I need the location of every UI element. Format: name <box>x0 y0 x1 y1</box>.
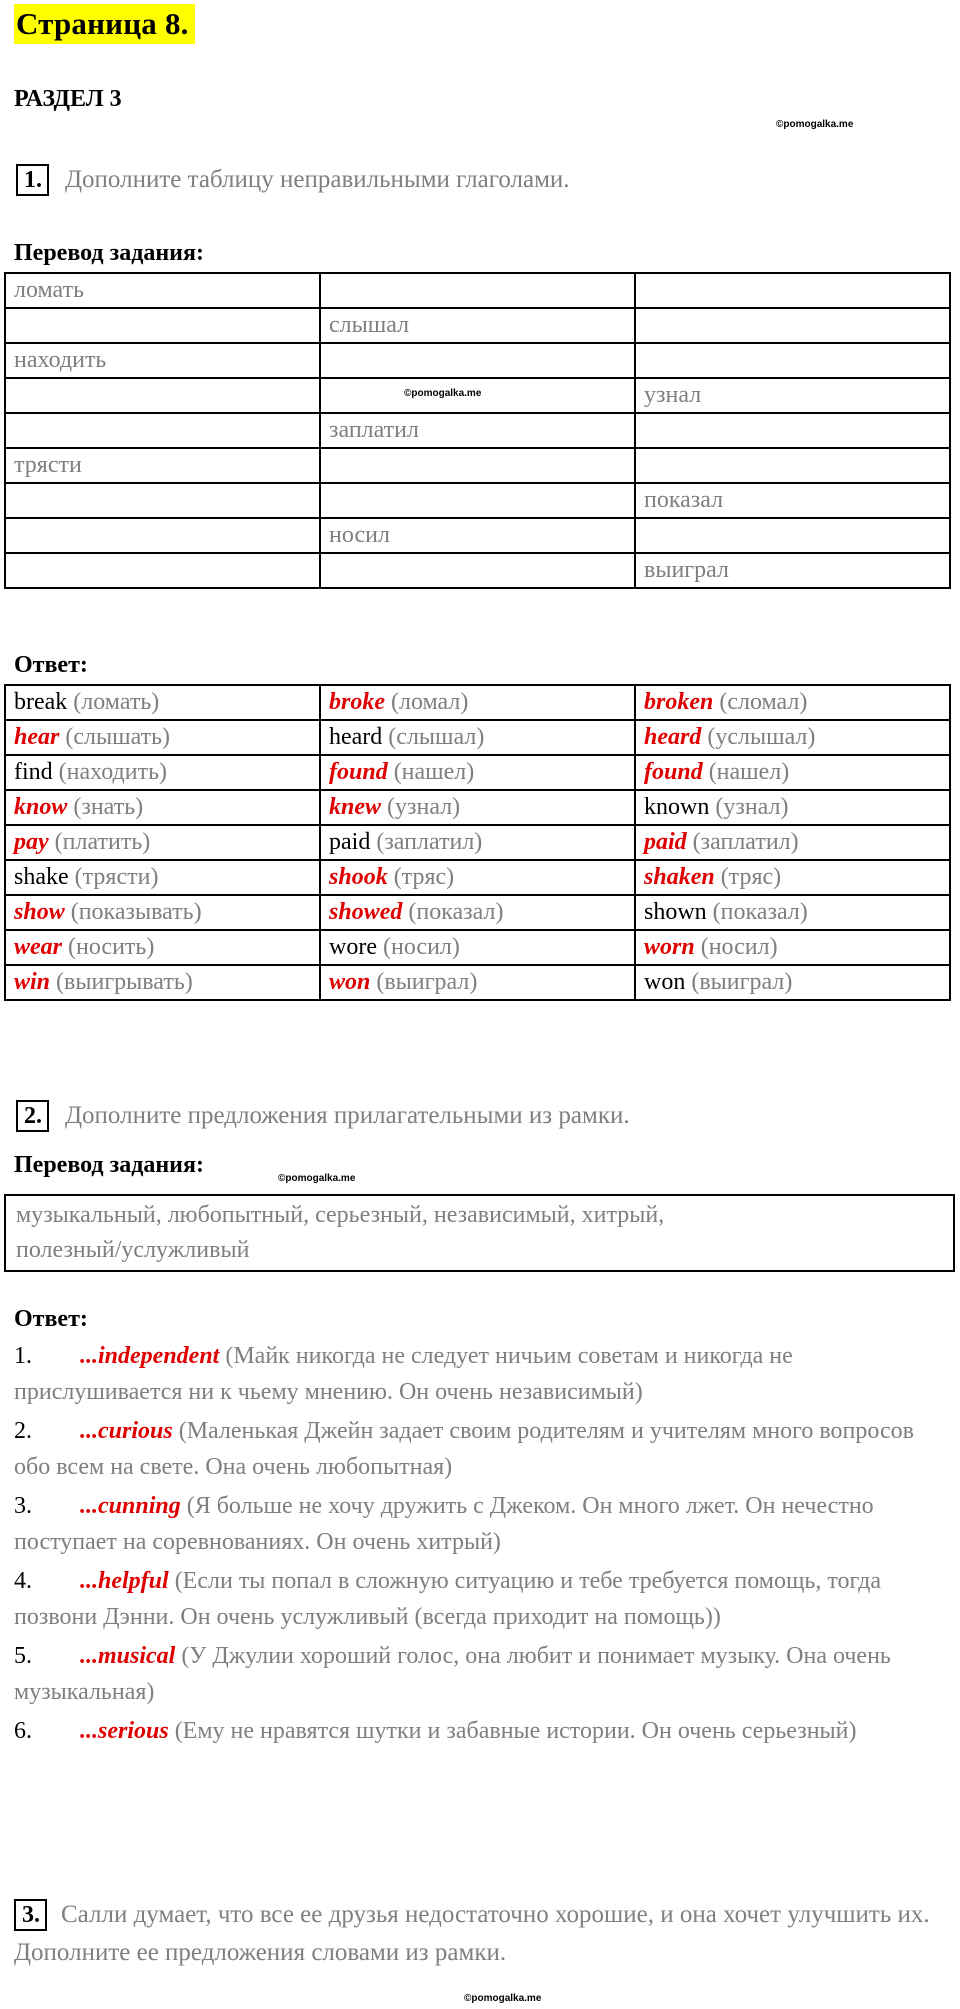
section-title: РАЗДЕЛ 3 <box>14 86 122 112</box>
answer-word: ...independent <box>80 1343 220 1369</box>
verb-form: show <box>14 899 65 925</box>
answer-row <box>5 860 950 895</box>
answer-cell <box>635 965 950 1000</box>
translation-row <box>5 518 950 553</box>
verb-translation: (сломал) <box>713 689 808 715</box>
translation-cell: находить <box>5 343 320 378</box>
translation-cell <box>635 273 950 308</box>
verb-form: paid <box>644 829 687 855</box>
verb-translation: (трясти) <box>68 864 159 890</box>
answer-row <box>5 790 950 825</box>
answer-cell <box>320 860 635 895</box>
watermark: ©pomogalka.me <box>464 1993 542 2004</box>
verb-form: showed <box>329 899 403 925</box>
verb-translation: (услышал) <box>701 724 816 750</box>
verb-form: won <box>644 969 686 995</box>
translation-cell: узнал <box>635 378 950 413</box>
answer-cell <box>5 825 320 860</box>
translation-cell: трясти <box>5 448 320 483</box>
answer-translation: (У Джулии хороший голос, она любит и понимает музыку. Она очень музыкальная) <box>14 1643 891 1705</box>
answer-number: 2. <box>14 1418 32 1444</box>
translation-cell <box>320 343 635 378</box>
answer-item <box>14 1338 914 1410</box>
adjectives-line-1: музыкальный, любопытный, серьезный, независимый, хитрый, <box>16 1202 665 1228</box>
translation-cell <box>635 448 950 483</box>
answer-number: 3. <box>14 1493 32 1519</box>
answer-cell <box>5 790 320 825</box>
watermark: ©pomogalka.me <box>404 388 482 399</box>
verb-translation: (узнал) <box>381 794 461 820</box>
answer-cell <box>320 720 635 755</box>
watermark: ©pomogalka.me <box>776 119 854 130</box>
translation-row <box>5 448 950 483</box>
page-title: Страница 8. <box>14 4 195 44</box>
translation-table <box>4 272 951 589</box>
verb-form: find <box>14 759 53 785</box>
verb-translation: (находить) <box>52 759 168 785</box>
answer-cell <box>320 790 635 825</box>
verb-translation: (ломал) <box>385 689 469 715</box>
verb-translation: (узнал) <box>709 794 789 820</box>
watermark: ©pomogalka.me <box>278 1173 356 1184</box>
task1-answer-heading: Ответ: <box>14 652 88 678</box>
verb-form: hear <box>14 724 60 750</box>
task2-answers <box>14 1338 914 1752</box>
answer-item <box>14 1413 914 1485</box>
task1-number: 1. <box>16 164 49 196</box>
verb-form: heard <box>329 724 383 750</box>
answer-cell <box>320 965 635 1000</box>
answer-cell <box>5 720 320 755</box>
verb-form: broken <box>644 689 714 715</box>
verb-form: know <box>14 794 68 820</box>
translation-cell <box>5 483 320 518</box>
verb-translation: (нашел) <box>387 759 475 785</box>
answer-row <box>5 930 950 965</box>
answer-translation: (Майк никогда не следует ничьим советам и никогда не прислушивается ни к чьему мнению. Он очень независимый) <box>14 1343 793 1405</box>
answer-cell <box>320 930 635 965</box>
translation-cell: ломать <box>5 273 320 308</box>
verb-translation: (ломать) <box>67 689 160 715</box>
answer-row <box>5 965 950 1000</box>
answer-cell <box>5 860 320 895</box>
verb-translation: (выиграл) <box>370 969 478 995</box>
translation-cell <box>635 308 950 343</box>
answer-row <box>5 895 950 930</box>
task1-translation-heading: Перевод задания: <box>14 240 204 266</box>
task3 <box>14 1896 934 1972</box>
verb-form: broke <box>329 689 385 715</box>
answer-number: 4. <box>14 1568 32 1594</box>
verb-form: knew <box>329 794 382 820</box>
answer-number: 5. <box>14 1643 32 1669</box>
translation-cell: носил <box>320 518 635 553</box>
verb-translation: (показал) <box>402 899 504 925</box>
translation-cell <box>320 553 635 588</box>
verb-translation: (знать) <box>67 794 144 820</box>
answer-cell <box>635 930 950 965</box>
answer-item <box>14 1713 914 1749</box>
answer-cell <box>320 895 635 930</box>
translation-cell <box>5 308 320 343</box>
translation-cell <box>635 518 950 553</box>
answer-word: ...musical <box>80 1643 176 1669</box>
answer-word: ...helpful <box>80 1568 169 1594</box>
task2-number: 2. <box>16 1100 49 1132</box>
answer-cell <box>5 755 320 790</box>
answer-table <box>4 684 951 1001</box>
answer-cell <box>635 790 950 825</box>
task2-translation-heading: Перевод задания: <box>14 1152 204 1178</box>
task2-header <box>16 1100 630 1132</box>
answer-cell <box>320 825 635 860</box>
translation-row <box>5 483 950 518</box>
task2-instruction: Дополните предложения прилагательными из рамки. <box>65 1102 630 1129</box>
answer-cell <box>5 685 320 720</box>
answer-row <box>5 685 950 720</box>
answer-item <box>14 1488 914 1560</box>
translation-row <box>5 343 950 378</box>
answer-translation: (Маленькая Джейн задает своим родителям и учителям много вопросов обо всем на свете. Она очень любопытная) <box>14 1418 914 1480</box>
verb-form: pay <box>14 829 49 855</box>
translation-cell <box>5 413 320 448</box>
verb-translation: (тряс) <box>387 864 455 890</box>
translation-cell <box>635 343 950 378</box>
translation-cell: выиграл <box>635 553 950 588</box>
answer-cell <box>5 930 320 965</box>
verb-translation: (платить) <box>48 829 151 855</box>
answer-translation: (Ему не нравятся шутки и забавные истории. Он очень серьезный) <box>168 1718 857 1744</box>
task1-instruction: Дополните таблицу неправильными глаголами. <box>65 166 570 193</box>
verb-form: worn <box>644 934 695 960</box>
verb-translation: (выигрывать) <box>50 969 193 995</box>
verb-translation: (носил) <box>694 934 778 960</box>
translation-cell <box>5 518 320 553</box>
verb-form: shown <box>644 899 707 925</box>
translation-cell: слышал <box>320 308 635 343</box>
answer-cell <box>320 755 635 790</box>
answer-word: ...cunning <box>80 1493 181 1519</box>
answer-word: ...serious <box>80 1718 169 1744</box>
answer-word: ...curious <box>80 1418 173 1444</box>
adjectives-box <box>4 1194 955 1272</box>
translation-cell <box>5 378 320 413</box>
verb-form: shake <box>14 864 69 890</box>
verb-translation: (носить) <box>62 934 155 960</box>
task2-answer-heading: Ответ: <box>14 1306 88 1332</box>
verb-translation: (заплатил) <box>370 829 483 855</box>
verb-form: break <box>14 689 68 715</box>
answer-row <box>5 825 950 860</box>
verb-form: shaken <box>644 864 715 890</box>
answer-number: 1. <box>14 1343 32 1369</box>
verb-translation: (носил) <box>376 934 460 960</box>
answer-row <box>5 720 950 755</box>
verb-form: win <box>14 969 51 995</box>
verb-form: known <box>644 794 710 820</box>
answer-cell <box>635 720 950 755</box>
verb-translation: (выиграл) <box>685 969 793 995</box>
answer-cell <box>5 965 320 1000</box>
translation-cell <box>320 273 635 308</box>
translation-cell <box>635 413 950 448</box>
answer-item <box>14 1638 914 1710</box>
answer-item <box>14 1563 914 1635</box>
answer-cell <box>635 755 950 790</box>
verb-translation: (слышал) <box>382 724 485 750</box>
verb-form: wore <box>329 934 377 960</box>
translation-row <box>5 413 950 448</box>
answer-translation: (Я больше не хочу дружить с Джеком. Он много лжет. Он нечестно поступает на соревнованиях. Он очень хитрый) <box>14 1493 874 1555</box>
task3-number: 3. <box>14 1899 47 1931</box>
verb-translation: (нашел) <box>702 759 790 785</box>
verb-translation: (показал) <box>706 899 808 925</box>
answer-translation: (Если ты попал в сложную ситуацию и тебе требуется помощь, тогда позвони Дэнни. Он очень услужливый (всегда приходит на помощь)) <box>14 1568 882 1630</box>
answer-cell <box>635 825 950 860</box>
translation-row <box>5 553 950 588</box>
task3-instruction: Салли думает, что все ее друзья недостаточно хорошие, и она хочет улучшить их. Дополните ее предложения словами из рамки. <box>14 1901 930 1966</box>
answer-cell <box>635 860 950 895</box>
translation-row <box>5 273 950 308</box>
verb-translation: (тряс) <box>714 864 782 890</box>
verb-translation: (показывать) <box>64 899 202 925</box>
verb-form: shook <box>329 864 388 890</box>
translation-cell: заплатил <box>320 413 635 448</box>
verb-translation: (заплатил) <box>686 829 799 855</box>
answer-cell <box>320 685 635 720</box>
verb-form: wear <box>14 934 62 960</box>
answer-cell <box>635 895 950 930</box>
verb-form: won <box>329 969 371 995</box>
verb-form: found <box>329 759 388 785</box>
answer-cell <box>5 895 320 930</box>
translation-cell <box>320 448 635 483</box>
verb-form: heard <box>644 724 702 750</box>
verb-translation: (слышать) <box>59 724 171 750</box>
translation-cell <box>320 483 635 518</box>
answer-number: 6. <box>14 1718 32 1744</box>
translation-row <box>5 308 950 343</box>
adjectives-line-2: полезный/услужливый <box>16 1237 250 1263</box>
answer-row <box>5 755 950 790</box>
task1-header <box>16 164 570 196</box>
translation-cell: показал <box>635 483 950 518</box>
answer-cell <box>635 685 950 720</box>
verb-form: found <box>644 759 703 785</box>
verb-form: paid <box>329 829 371 855</box>
translation-cell <box>5 553 320 588</box>
